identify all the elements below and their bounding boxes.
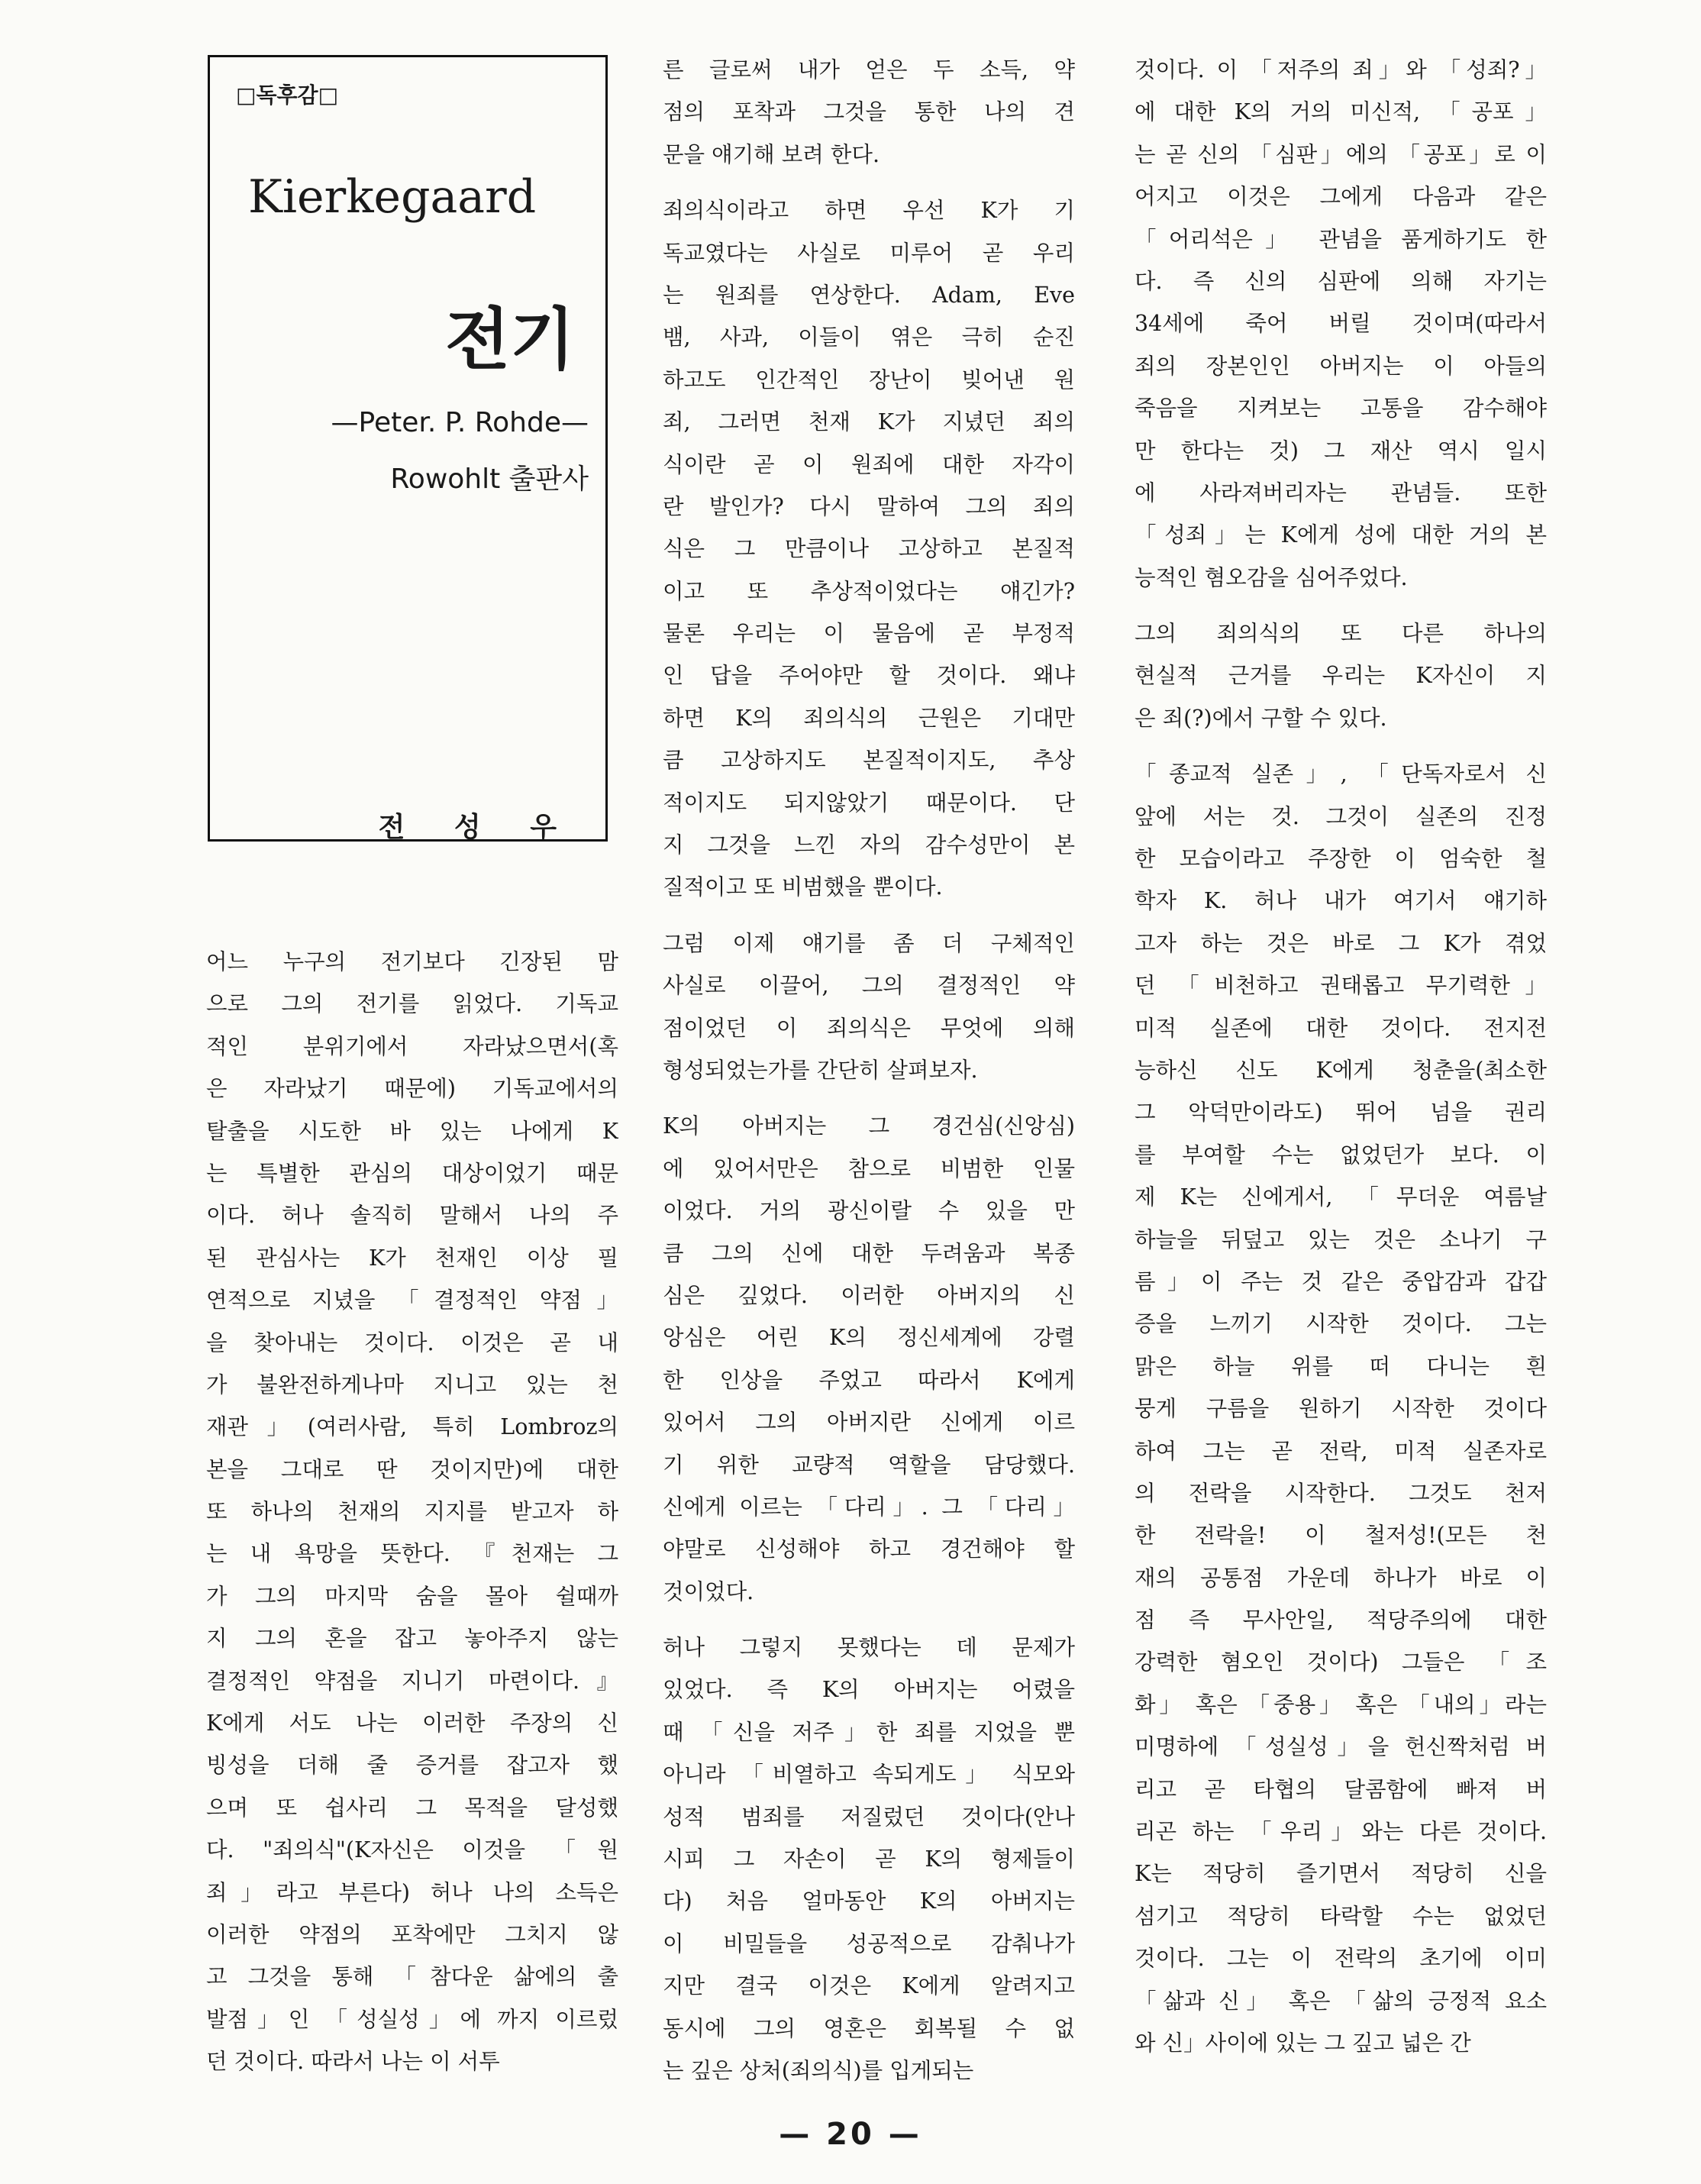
text-line: 한 전락을! 이 철저성!(모든 천: [1135, 1523, 1547, 1549]
text-line: 「어리석은」 관념을 품게하기도 한: [1135, 226, 1547, 252]
text-line: 죄, 그러면 천재 K가 지녔던 죄의: [663, 409, 1075, 435]
text-line: 던 것이다. 따라서 나는 이 서투: [206, 2049, 500, 2075]
text-line: 는 특별한 관심의 대상이었기 때문: [206, 1160, 618, 1186]
book-publisher: Rowohlt 출판사: [390, 464, 589, 495]
text-line: 증을 느끼기 시작한 것이다. 그는: [1135, 1311, 1547, 1337]
text-line: 뭉게 구름을 원하기 시작한 것이다: [1135, 1396, 1547, 1422]
text-line: 다. 즉 신의 심판에 의해 자기는: [1135, 268, 1547, 294]
text-line: 는 원죄를 연상한다. Adam, Eve: [663, 282, 1075, 308]
text-line: 의 전락을 시작한다. 그것도 천저: [1135, 1480, 1547, 1506]
text-line: 이러한 약점의 포착에만 그치지 않: [206, 1921, 618, 1947]
text-line: 섬기고 적당히 타락할 수는 없었던: [1135, 1903, 1547, 1929]
text-line: 앙심은 어린 K의 정신세계에 강렬: [663, 1325, 1075, 1351]
text-line: 허나 그렇지 못했다는 데 문제가: [663, 1635, 1075, 1661]
text-line: 어느 누구의 전기보다 긴장된 맘: [206, 949, 618, 974]
text-line: 점의 포착과 그것을 통한 나의 견: [663, 99, 1075, 125]
text-line: 이 비밀들을 성공적으로 감춰나가: [663, 1930, 1075, 1956]
text-line: 또 하나의 천재의 지지를 받고자 하: [206, 1499, 618, 1525]
text-line: 학자 K. 허나 내가 여기서 얘기하: [1135, 888, 1547, 914]
text-line: 34세에 죽어 버릴 것이며(따라서: [1135, 311, 1547, 337]
text-line: 리곤 하는 「우리」와는 다른 것이다.: [1135, 1819, 1547, 1845]
text-line: 죄의 장본인인 아버지는 이 아들의: [1135, 353, 1547, 379]
text-line: 만 한다는 것) 그 재산 역시 일시: [1135, 438, 1547, 464]
text-line: 미적 실존에 대한 것이다. 전지전: [1135, 1015, 1547, 1041]
text-line: 그의 죄의식의 또 다른 하나의: [1135, 621, 1547, 647]
text-line: 른 글로써 내가 얻은 두 소득, 약: [663, 57, 1075, 82]
text-line: K에게 서도 나는 이러한 주장의 신: [206, 1711, 618, 1737]
text-line: 사실로 이끌어, 그의 결정적인 약: [663, 973, 1075, 999]
text-line: 것이었다.: [663, 1578, 754, 1604]
text-line: 죄」라고 부른다) 허나 나의 소득은: [206, 1879, 618, 1905]
text-column-2: [663, 49, 1075, 2092]
text-line: 시피 그 자손이 곧 K의 형제들이: [663, 1846, 1075, 1872]
page-number: — 20 —: [779, 2117, 922, 2152]
text-line: 하면 K의 죄의식의 근원은 기대만: [663, 705, 1075, 731]
text-line: 현실적 근거를 우리는 K자신이 지: [1135, 663, 1547, 689]
text-line: 된 관심사는 K가 천재인 이상 필: [206, 1245, 618, 1271]
text-line: 으며 또 쉽사리 그 목적을 달성했: [206, 1795, 618, 1821]
text-line: 문을 얘기해 보려 한다.: [663, 141, 880, 167]
text-line: 아니라 「비열하고 속되게도」 식모와: [663, 1762, 1075, 1788]
book-title-ko: 전기: [444, 300, 575, 379]
text-line: 지 그의 혼을 잡고 놓아주지 않는: [206, 1626, 618, 1652]
text-line: 질적이고 또 비범했을 뿐이다.: [663, 874, 943, 900]
text-line: 동시에 그의 영혼은 회복될 수 없: [663, 2015, 1075, 2041]
text-line: 연적으로 지녔을 「결정적인 약점」: [206, 1287, 618, 1313]
text-line: 탈출을 시도한 바 있는 나에게 K: [206, 1118, 618, 1144]
text-line: 큼 그의 신에 대한 두려움과 복종: [663, 1240, 1075, 1266]
text-line: 것이다. 그는 이 전락의 초기에 이미: [1135, 1946, 1547, 1972]
text-line: 발점」인 「성실성」에 까지 이르렀: [206, 2006, 618, 2032]
book-title-en: Kierkegaard: [248, 170, 537, 224]
text-line: 하고도 인간적인 장난이 빚어낸 원: [663, 367, 1075, 393]
text-line: 「삶과 신」 혹은 「삶의 긍정적 요소: [1135, 1988, 1547, 2014]
text-line: 이었다. 거의 광신이랄 수 있을 만: [663, 1198, 1075, 1224]
text-line: 점 즉 무사안일, 적당주의에 대한: [1135, 1607, 1547, 1633]
text-line: 앞에 서는 것. 그것이 실존의 진정: [1135, 803, 1547, 829]
text-line: 제 K는 신에게서, 「무더운 여름날: [1135, 1184, 1547, 1210]
text-line: 능적인 혐오감을 심어주었다.: [1135, 564, 1408, 590]
text-line: 은 죄(?)에서 구할 수 있다.: [1135, 705, 1387, 731]
section-tag: □독후감□: [236, 82, 339, 108]
text-line: 하늘을 뒤덮고 있는 것은 소나기 구: [1135, 1226, 1547, 1252]
text-line: 화」 혹은 「중용」 혹은 「내의」라는: [1135, 1691, 1547, 1717]
text-line: 름」이 주는 것 같은 중압감과 갑갑: [1135, 1268, 1547, 1294]
text-line: 있었다. 즉 K의 아버지는 어렸을: [663, 1677, 1075, 1703]
text-line: 재의 공통점 가운데 하나가 바로 이: [1135, 1565, 1547, 1591]
text-line: 미명하에 「성실성」을 헌신짝처럼 버: [1135, 1734, 1547, 1760]
text-line: 빙성을 더해 줄 증거를 잡고자 했: [206, 1753, 618, 1779]
text-line: 이고 또 추상적이었다는 얘긴가?: [663, 578, 1075, 604]
text-line: 물론 우리는 이 물음에 곧 부정적: [663, 621, 1075, 647]
text-line: 어지고 이것은 그에게 다음과 같은: [1135, 184, 1547, 210]
text-line: K는 적당히 즐기면서 적당히 신을: [1135, 1861, 1547, 1887]
text-line: 그 악덕만이라도) 뛰어 넘을 권리: [1135, 1100, 1547, 1126]
text-line: 에 있어서만은 참으로 비범한 인물: [663, 1155, 1075, 1181]
text-line: 한 인상을 주었고 따라서 K에게: [663, 1367, 1075, 1393]
text-line: 때 「신을 저주」한 죄를 지었을 뿐: [663, 1719, 1075, 1745]
text-line: 식이란 곧 이 원죄에 대한 자각이: [663, 451, 1075, 477]
text-line: 기 위한 교량적 역할을 담당했다.: [663, 1452, 1075, 1478]
text-line: 심은 깊었다. 이러한 아버지의 신: [663, 1282, 1075, 1308]
text-line: 맑은 하늘 위를 떠 다니는 흰: [1135, 1353, 1547, 1379]
text-line: 고 그것을 통해 「참다운 삶에의 출: [206, 1964, 618, 1990]
text-line: 독교였다는 사실로 미루어 곧 우리: [663, 240, 1075, 266]
text-line: 가 불완전하게나마 지니고 있는 천: [206, 1371, 618, 1397]
text-line: 결정적인 약점을 지니기 마련이다.』: [206, 1668, 618, 1694]
text-line: 것이다. 이 「저주의 죄」와 「성죄?」: [1135, 57, 1547, 82]
text-line: 그럼 이제 얘기를 좀 더 구체적인: [663, 930, 1075, 956]
text-line: 죄의식이라고 하면 우선 K가 기: [663, 198, 1075, 224]
text-line: 지 그것을 느낀 자의 감수성만이 본: [663, 832, 1075, 858]
text-line: 란 발인가? 다시 말하여 그의 죄의: [663, 493, 1075, 519]
text-line: 고자 하는 것은 바로 그 K가 겪었: [1135, 930, 1547, 956]
text-line: 형성되었는가를 간단히 살펴보자.: [663, 1057, 978, 1083]
text-line: 야말로 신성해야 하고 경건해야 할: [663, 1536, 1075, 1562]
text-line: 한 모습이라고 주장한 이 엄숙한 철: [1135, 846, 1547, 872]
text-line: 본을 그대로 딴 것이지만)에 대한: [206, 1456, 618, 1482]
text-line: 뱀, 사과, 이들이 엮은 극히 순진: [663, 325, 1075, 351]
text-line: 큼 고상하지도 본질적이지도, 추상: [663, 748, 1075, 774]
book-info-box: [208, 55, 608, 842]
text-line: 리고 곧 타협의 달콤함에 빠져 버: [1135, 1776, 1547, 1802]
text-line: 죽음을 지켜보는 고통을 감수해야: [1135, 396, 1547, 422]
text-line: 를 부여할 수는 없었던가 보다. 이: [1135, 1142, 1547, 1168]
text-line: 적이지도 되지않았기 때문이다. 단: [663, 790, 1075, 816]
text-line: 으로 그의 전기를 읽었다. 기독교: [206, 991, 618, 1017]
text-line: 성적 범죄를 저질렀던 것이다(안나: [663, 1804, 1075, 1830]
text-line: 식은 그 만큼이나 고상하고 본질적: [663, 536, 1075, 562]
text-line: 하여 그는 곧 전락, 미적 실존자로: [1135, 1438, 1547, 1464]
reviewer-name: 전 성 우: [378, 812, 576, 843]
text-line: 던 「비천하고 권태롭고 무기력한」: [1135, 973, 1547, 999]
text-line: 신에게 이르는 「다리」. 그 「다리」: [663, 1494, 1075, 1520]
text-line: 인 답을 주어야만 할 것이다. 왜냐: [663, 663, 1075, 689]
text-line: 은 자라났기 때문에) 기독교에서의: [206, 1076, 618, 1102]
text-line: 는 깊은 상처(죄의식)를 입게되는: [663, 2057, 974, 2083]
text-line: 지만 결국 이것은 K에게 알려지고: [663, 1973, 1075, 1999]
text-column-1: [206, 941, 618, 2083]
text-line: 에 대한 K의 거의 미신적, 「공포」: [1135, 99, 1547, 125]
text-line: K의 아버지는 그 경건심(신앙심): [663, 1113, 1075, 1139]
text-line: 을 찾아내는 것이다. 이것은 곧 내: [206, 1329, 618, 1355]
text-line: 다. "죄의식"(K자신은 이것을 「원: [206, 1837, 618, 1863]
text-line: 능하신 신도 K에게 청춘을(최소한: [1135, 1057, 1547, 1083]
text-line: 적인 분위기에서 자라났으면서(혹: [206, 1033, 618, 1059]
text-line: 에 사라져버리자는 관념들. 또한: [1135, 480, 1547, 506]
text-line: 는 곧 신의 「심판」에의 「공포」로 이: [1135, 141, 1547, 167]
text-line: 가 그의 마지막 숨을 몰아 쉴때까: [206, 1583, 618, 1609]
book-author: —Peter. P. Rohde—: [331, 407, 589, 438]
text-line: 점이었던 이 죄의식은 무엇에 의해: [663, 1015, 1075, 1041]
text-line: 「종교적 실존」, 「단독자로서 신: [1135, 761, 1547, 787]
text-line: 있어서 그의 아버지란 신에게 이르: [663, 1410, 1075, 1436]
text-line: 이다. 허나 솔직히 말해서 나의 주: [206, 1203, 618, 1229]
text-column-3: [1135, 49, 1547, 2064]
text-line: 강력한 혐오인 것이다) 그들은 「조: [1135, 1649, 1547, 1675]
text-line: 다) 처음 얼마동안 K의 아버지는: [663, 1888, 1075, 1914]
text-line: 「성죄」는 K에게 성에 대한 거의 본: [1135, 522, 1547, 548]
text-line: 재관」(여러사람, 특히 Lombroz의: [206, 1414, 618, 1440]
text-line: 는 내 욕망을 뜻한다. 『천재는 그: [206, 1541, 618, 1567]
text-line: 와 신」사이에 있는 그 깊고 넓은 간: [1135, 2030, 1471, 2056]
